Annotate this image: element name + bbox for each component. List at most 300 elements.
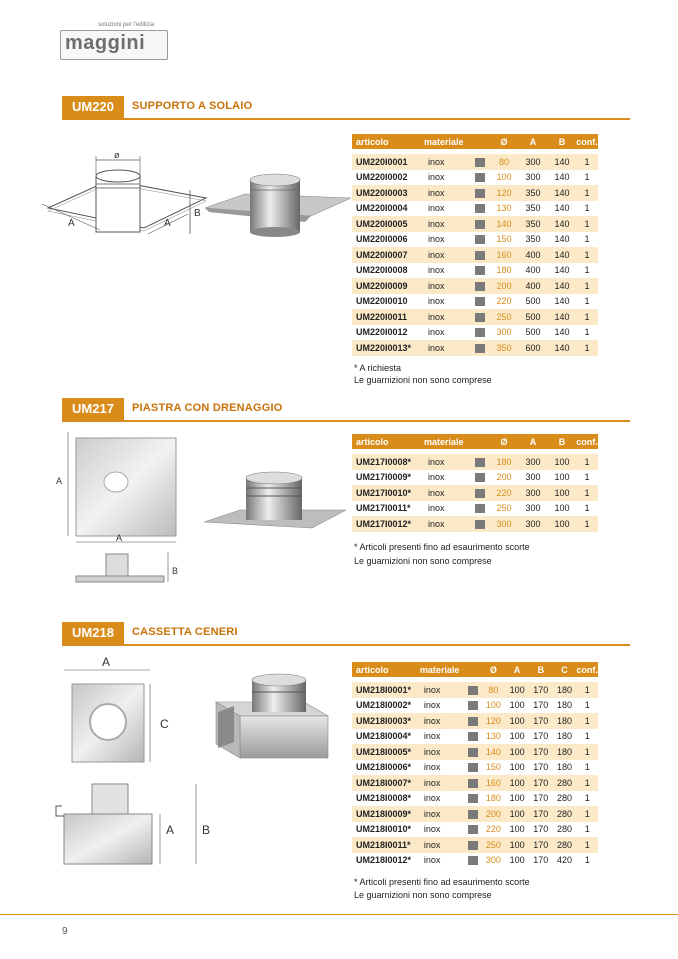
- material-swatch-cell: [464, 806, 482, 822]
- table-row: [352, 744, 598, 760]
- cell-dimension: 170: [529, 744, 553, 760]
- table-row: [352, 729, 598, 745]
- dim-label-a-vertical: A: [56, 476, 63, 486]
- cell-dimension: 100: [509, 793, 525, 804]
- cell-dimension: 300: [518, 454, 548, 470]
- cell-conf: 1: [584, 793, 590, 804]
- cell-articolo: UM220I0003: [352, 185, 420, 201]
- cell-diameter: 200: [490, 278, 518, 294]
- cell-conf: 1: [584, 234, 590, 245]
- table-row: [352, 263, 598, 279]
- cell-materiale: inox: [428, 172, 445, 183]
- cell-conf: 1: [584, 731, 590, 742]
- cell-materiale: inox: [423, 793, 441, 804]
- cell-conf: 1: [584, 700, 590, 711]
- cell-conf: 1: [576, 185, 598, 201]
- table-header-row: [352, 662, 598, 677]
- material-swatch: [475, 520, 485, 529]
- um217-technical-drawing: [52, 430, 192, 590]
- cell-materiale: inox: [428, 472, 445, 483]
- cell-dimension: 300: [525, 503, 541, 514]
- dim-label-a-horizontal: A: [116, 533, 123, 543]
- col-header-a: A: [518, 434, 548, 449]
- cell-dimension: 180: [557, 731, 573, 742]
- cell-diameter: 80: [490, 154, 518, 170]
- cell-dimension: 400: [518, 247, 548, 263]
- section-title: CASSETTA CENERI: [132, 626, 238, 638]
- cell-conf: 1: [576, 454, 598, 470]
- table-row: [352, 325, 598, 341]
- cell-diameter: 180: [485, 793, 501, 804]
- material-swatch-cell: [470, 170, 490, 186]
- cell-dimension: 180: [557, 700, 573, 711]
- logo-tagline: soluzioni per l'edilizia: [98, 22, 155, 28]
- cell-diameter: 220: [496, 296, 512, 307]
- cell-dimension: 100: [548, 485, 576, 501]
- cell-dimension: 170: [533, 824, 549, 835]
- cell-dimension: 280: [557, 793, 573, 804]
- material-swatch-cell: [470, 201, 490, 217]
- material-swatch: [468, 810, 478, 819]
- cell-articolo: UM217I0010*: [352, 485, 420, 501]
- cell-articolo: UM218I0010*: [356, 824, 412, 835]
- col-header-b: B: [529, 662, 553, 677]
- material-swatch-cell: [464, 744, 482, 760]
- table-row: [352, 340, 598, 356]
- material-swatch-cell: [464, 713, 482, 729]
- section-header-um220: [62, 96, 630, 120]
- material-swatch: [468, 748, 478, 757]
- material-swatch: [475, 313, 485, 322]
- brand-logo: [60, 22, 170, 62]
- cell-articolo: UM220I0006: [356, 234, 408, 245]
- material-swatch-cell: [470, 278, 490, 294]
- material-swatch-cell: [464, 853, 482, 869]
- col-header-materiale: materiale: [420, 134, 470, 149]
- table-row: [352, 247, 598, 263]
- cell-dimension: 300: [518, 485, 548, 501]
- cell-materiale: inox: [423, 731, 441, 742]
- section-code: UM217: [62, 398, 124, 420]
- cell-dimension: 500: [525, 296, 541, 307]
- material-swatch-cell: [464, 822, 482, 838]
- cell-diameter: 120: [481, 713, 505, 729]
- material-swatch: [475, 158, 485, 167]
- cell-diameter: 300: [485, 855, 501, 866]
- cell-conf: 1: [576, 216, 598, 232]
- material-swatch: [468, 701, 478, 710]
- material-swatch-cell: [470, 154, 490, 170]
- cell-materiale: inox: [428, 296, 445, 307]
- table-row: [352, 698, 598, 714]
- material-swatch: [475, 235, 485, 244]
- cell-diameter: 250: [490, 309, 518, 325]
- table-row: [352, 201, 598, 217]
- cell-conf: 1: [576, 340, 598, 356]
- cell-dimension: 140: [548, 247, 576, 263]
- material-swatch: [468, 686, 478, 695]
- cell-conf: 1: [584, 472, 590, 483]
- material-swatch-cell: [464, 760, 482, 776]
- table-row: [352, 822, 598, 838]
- cell-dimension: 140: [554, 327, 570, 338]
- material-swatch: [475, 489, 485, 498]
- note-line: * Articoli presenti fino ad esaurimento scorte: [354, 542, 530, 552]
- cell-conf: 1: [584, 265, 590, 276]
- cell-dimension: 140: [554, 296, 570, 307]
- cell-articolo: UM218I0002*: [356, 700, 412, 711]
- section-title: SUPPORTO A SOLAIO: [132, 100, 253, 112]
- material-swatch-cell: [470, 309, 490, 325]
- cell-diameter: 160: [490, 247, 518, 263]
- cell-articolo: UM217I0008*: [352, 454, 420, 470]
- cell-diameter: 80: [481, 682, 505, 698]
- cell-dimension: 170: [533, 700, 549, 711]
- material-swatch-cell: [464, 837, 482, 853]
- cell-dimension: 170: [529, 713, 553, 729]
- cell-articolo: UM220I0002: [356, 172, 408, 183]
- col-header-swatch: [470, 134, 490, 149]
- table-row: [352, 454, 598, 470]
- cell-dimension: 170: [529, 837, 553, 853]
- cell-conf: 1: [576, 682, 598, 698]
- cell-dimension: 300: [518, 516, 548, 532]
- dim-label-a-right: A: [164, 218, 171, 229]
- cell-diameter: 120: [490, 185, 518, 201]
- cell-dimension: 100: [509, 762, 525, 773]
- cell-dimension: 500: [518, 309, 548, 325]
- cell-articolo: UM217I0011*: [356, 503, 411, 514]
- note-line: * Articoli presenti fino ad esaurimento scorte: [354, 877, 530, 887]
- table-row: [352, 853, 598, 869]
- col-header-articolo: articolo: [352, 134, 420, 149]
- material-swatch: [475, 204, 485, 213]
- material-swatch-cell: [470, 247, 490, 263]
- dim-label-b: B: [202, 823, 211, 837]
- cell-dimension: 170: [533, 793, 549, 804]
- material-swatch-cell: [470, 485, 490, 501]
- cell-dimension: 280: [553, 837, 577, 853]
- material-swatch-cell: [470, 340, 490, 356]
- material-swatch-cell: [470, 263, 490, 279]
- cell-dimension: 100: [509, 731, 525, 742]
- cell-diameter: 100: [485, 700, 501, 711]
- cell-articolo: UM220I0013*: [352, 340, 420, 356]
- cell-materiale: inox: [420, 309, 470, 325]
- material-swatch: [468, 825, 478, 834]
- cell-diameter: 140: [490, 216, 518, 232]
- cell-diameter: 150: [496, 234, 512, 245]
- material-swatch-cell: [470, 325, 490, 341]
- table-row: [352, 170, 598, 186]
- cell-dimension: 400: [525, 265, 541, 276]
- col-header-diameter: Ø: [481, 662, 505, 677]
- cell-dimension: 140: [554, 265, 570, 276]
- table-row: [352, 294, 598, 310]
- col-header-diameter: Ø: [490, 134, 518, 149]
- col-header-materiale: materiale: [420, 434, 470, 449]
- table-row: [352, 278, 598, 294]
- material-swatch: [475, 282, 485, 291]
- cell-dimension: 170: [533, 731, 549, 742]
- cell-conf: 1: [584, 855, 590, 866]
- material-swatch: [475, 473, 485, 482]
- cell-conf: 1: [576, 154, 598, 170]
- cell-dimension: 600: [518, 340, 548, 356]
- cell-materiale: inox: [428, 327, 445, 338]
- col-header-b: B: [548, 134, 576, 149]
- material-swatch: [475, 458, 485, 467]
- um220-notes: [354, 362, 492, 386]
- table-row: [352, 154, 598, 170]
- cell-dimension: 140: [548, 278, 576, 294]
- cell-articolo: UM220I0010: [356, 296, 408, 307]
- cell-articolo: UM217I0012*: [352, 516, 420, 532]
- col-header-diameter: Ø: [490, 434, 518, 449]
- cell-conf: 1: [584, 203, 590, 214]
- cell-articolo: UM218I0006*: [356, 762, 412, 773]
- section-header-um217: [62, 398, 630, 422]
- material-swatch: [475, 189, 485, 198]
- cell-materiale: inox: [420, 278, 470, 294]
- cell-diameter: 250: [481, 837, 505, 853]
- cell-diameter: 350: [490, 340, 518, 356]
- cell-dimension: 100: [509, 700, 525, 711]
- table-row: [352, 682, 598, 698]
- cell-articolo: UM217I0009*: [356, 472, 412, 483]
- cell-dimension: 140: [548, 154, 576, 170]
- cell-materiale: inox: [416, 682, 464, 698]
- material-swatch: [475, 297, 485, 306]
- col-header-c: C: [553, 662, 577, 677]
- col-header-materiale: materiale: [416, 662, 464, 677]
- material-swatch: [468, 794, 478, 803]
- um218-product-photo: [204, 672, 344, 772]
- cell-articolo: UM218I0008*: [356, 793, 412, 804]
- cell-articolo: UM220I0011: [352, 309, 420, 325]
- col-header-a: A: [518, 134, 548, 149]
- cell-dimension: 140: [548, 340, 576, 356]
- section-code: UM218: [62, 622, 124, 644]
- material-swatch-cell: [470, 216, 490, 232]
- dim-label-b: B: [172, 566, 179, 576]
- cell-dimension: 280: [553, 806, 577, 822]
- cell-diameter: 250: [496, 503, 512, 514]
- cell-materiale: inox: [416, 713, 464, 729]
- cell-diameter: 200: [496, 472, 512, 483]
- material-swatch: [468, 763, 478, 772]
- cell-dimension: 350: [518, 216, 548, 232]
- cell-dimension: 280: [553, 775, 577, 791]
- col-header-conf: conf.: [576, 662, 598, 677]
- cell-dimension: 100: [509, 824, 525, 835]
- table-row: [352, 216, 598, 232]
- col-header-conf: conf.: [576, 434, 598, 449]
- cell-materiale: inox: [428, 503, 445, 514]
- material-swatch-cell: [470, 294, 490, 310]
- cell-dimension: 100: [505, 806, 529, 822]
- table-row: [352, 713, 598, 729]
- cell-materiale: inox: [416, 806, 464, 822]
- um220-technical-drawing: [40, 150, 210, 250]
- cell-dimension: 140: [548, 185, 576, 201]
- cell-dimension: 100: [505, 682, 529, 698]
- material-swatch: [475, 328, 485, 337]
- cell-diameter: 130: [485, 731, 501, 742]
- cell-conf: 1: [576, 247, 598, 263]
- cell-dimension: 180: [553, 744, 577, 760]
- cell-conf: 1: [576, 837, 598, 853]
- cell-dimension: 300: [518, 154, 548, 170]
- cell-dimension: 180: [553, 713, 577, 729]
- cell-diameter: 300: [490, 516, 518, 532]
- note-line: Le guarnizioni non sono comprese: [354, 375, 492, 385]
- col-header-a: A: [505, 662, 529, 677]
- cell-dimension: 100: [509, 855, 525, 866]
- col-header-swatch: [464, 662, 482, 677]
- table-row: [352, 516, 598, 532]
- dim-label-a-top: A: [102, 655, 111, 669]
- cell-dimension: 300: [525, 472, 541, 483]
- cell-conf: 1: [584, 503, 590, 514]
- footer-rule: [0, 914, 678, 915]
- cell-materiale: inox: [420, 154, 470, 170]
- note-line: Le guarnizioni non sono comprese: [354, 556, 492, 566]
- cell-diameter: 180: [490, 454, 518, 470]
- table-row: [352, 185, 598, 201]
- cell-conf: 1: [584, 762, 590, 773]
- cell-materiale: inox: [420, 185, 470, 201]
- material-swatch: [468, 717, 478, 726]
- cell-dimension: 100: [505, 837, 529, 853]
- cell-conf: 1: [576, 309, 598, 325]
- cell-articolo: UM218I0011*: [352, 837, 416, 853]
- cell-dimension: 500: [525, 327, 541, 338]
- cell-dimension: 280: [557, 824, 573, 835]
- cell-articolo: UM218I0005*: [352, 744, 416, 760]
- cell-articolo: UM220I0001: [352, 154, 420, 170]
- dim-label-a-left: A: [68, 218, 75, 229]
- table-header-row: [352, 134, 598, 149]
- cell-articolo: UM220I0004: [356, 203, 408, 214]
- material-swatch-cell: [464, 791, 482, 807]
- um218-spec-table: [352, 662, 598, 868]
- cell-dimension: 100: [548, 516, 576, 532]
- dim-label-c: C: [160, 717, 169, 731]
- cell-dimension: 100: [554, 472, 570, 483]
- table-header-row: [352, 434, 598, 449]
- material-swatch: [475, 220, 485, 229]
- cell-dimension: 350: [518, 185, 548, 201]
- cell-dimension: 420: [557, 855, 573, 866]
- cell-conf: 1: [576, 485, 598, 501]
- cell-diameter: 180: [496, 265, 512, 276]
- table-row: [352, 232, 598, 248]
- cell-articolo: UM220I0008: [356, 265, 408, 276]
- note-line: * A richiesta: [354, 363, 402, 373]
- um218-technical-drawing: [50, 654, 220, 874]
- cell-diameter: 130: [496, 203, 512, 214]
- cell-dimension: 180: [557, 762, 573, 773]
- cell-conf: 1: [584, 172, 590, 183]
- table-row: [352, 309, 598, 325]
- cell-materiale: inox: [416, 775, 464, 791]
- cell-materiale: inox: [420, 340, 470, 356]
- cell-diameter: 160: [481, 775, 505, 791]
- cell-articolo: UM218I0001*: [352, 682, 416, 698]
- table-row: [352, 485, 598, 501]
- cell-dimension: 100: [554, 503, 570, 514]
- material-swatch-cell: [470, 516, 490, 532]
- page-number: 9: [62, 926, 68, 937]
- cell-conf: 1: [576, 713, 598, 729]
- cell-materiale: inox: [423, 762, 441, 773]
- material-swatch: [475, 266, 485, 275]
- cell-diameter: 150: [485, 762, 501, 773]
- cell-dimension: 400: [518, 278, 548, 294]
- cell-dimension: 100: [505, 713, 529, 729]
- cell-articolo: UM220I0012: [356, 327, 408, 338]
- cell-conf: 1: [576, 516, 598, 532]
- cell-conf: 1: [576, 278, 598, 294]
- cell-materiale: inox: [420, 454, 470, 470]
- cell-articolo: UM220I0009: [352, 278, 420, 294]
- table-row: [352, 791, 598, 807]
- material-swatch-cell: [464, 729, 482, 745]
- cell-dimension: 170: [529, 682, 553, 698]
- cell-materiale: inox: [416, 744, 464, 760]
- cell-materiale: inox: [428, 234, 445, 245]
- cell-materiale: inox: [420, 216, 470, 232]
- cell-materiale: inox: [423, 700, 441, 711]
- material-swatch: [475, 173, 485, 182]
- cell-articolo: UM218I0009*: [352, 806, 416, 822]
- cell-conf: 1: [584, 824, 590, 835]
- dim-label-a-side: A: [166, 823, 175, 837]
- cell-dimension: 180: [553, 682, 577, 698]
- cell-dimension: 140: [554, 234, 570, 245]
- cell-materiale: inox: [428, 265, 445, 276]
- logo-wordmark: maggini: [65, 32, 146, 54]
- um218-notes: [354, 876, 530, 902]
- cell-dimension: 300: [525, 172, 541, 183]
- cell-diameter: 140: [481, 744, 505, 760]
- material-swatch-cell: [470, 501, 490, 517]
- cell-diameter: 200: [481, 806, 505, 822]
- cell-dimension: 100: [548, 454, 576, 470]
- cell-diameter: 100: [496, 172, 512, 183]
- dim-label-b: B: [194, 208, 201, 219]
- logo-box: [60, 30, 168, 60]
- material-swatch-cell: [470, 470, 490, 486]
- section-title: PIASTRA CON DRENAGGIO: [132, 402, 283, 414]
- cell-dimension: 140: [548, 216, 576, 232]
- col-header-articolo: articolo: [352, 434, 420, 449]
- cell-diameter: 220: [485, 824, 501, 835]
- cell-dimension: 170: [533, 855, 549, 866]
- table-row: [352, 837, 598, 853]
- um217-product-photo: [200, 470, 350, 536]
- material-swatch: [468, 732, 478, 741]
- material-swatch-cell: [464, 682, 482, 698]
- cell-materiale: inox: [416, 837, 464, 853]
- cell-dimension: 170: [529, 775, 553, 791]
- cell-dimension: 140: [554, 172, 570, 183]
- cell-conf: 1: [584, 296, 590, 307]
- cell-conf: 1: [576, 806, 598, 822]
- material-swatch-cell: [470, 232, 490, 248]
- col-header-swatch: [470, 434, 490, 449]
